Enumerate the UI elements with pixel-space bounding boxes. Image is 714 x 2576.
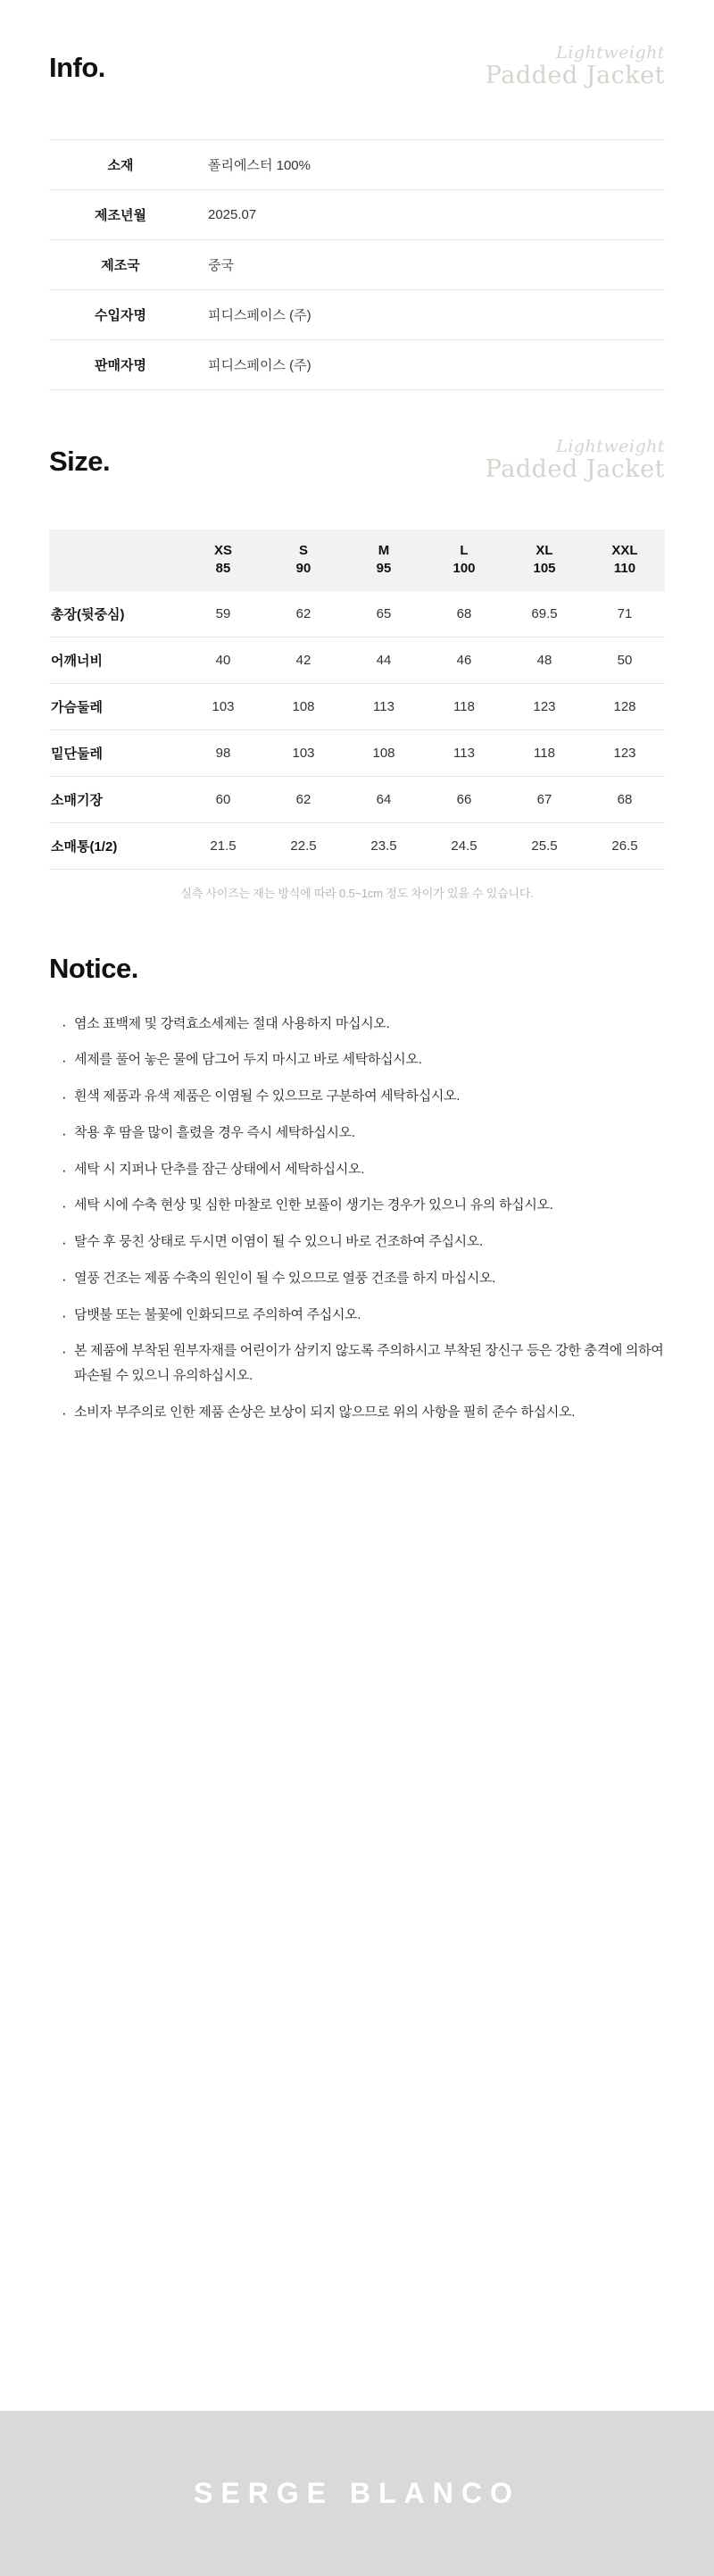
info-label: 수입자명 (95, 308, 146, 323)
notice-section (49, 953, 665, 1425)
info-title: Info. (49, 52, 105, 83)
info-watermark-line1: Lightweight (556, 43, 665, 63)
info-watermark-line2: Padded Jacket (485, 62, 665, 89)
size-table-wrapper (49, 529, 665, 901)
list-item: · 착용 후 땀을 많이 흘렸을 경우 즉시 세탁하십시오. (62, 1121, 665, 1146)
list-item: · 탈수 후 뭉친 상태로 두시면 이염이 될 수 있으니 바로 건조하여 주십시오. (62, 1230, 665, 1255)
table-row (49, 776, 665, 822)
size-watermark-line1: Lightweight (556, 437, 665, 456)
brand-logo: SERGE BLANCO (194, 2477, 520, 2509)
info-value: 피디스페이스 (주) (208, 308, 311, 323)
size-row-label: 밑단둘레 (51, 746, 103, 762)
size-cell: 21.5 (210, 838, 237, 854)
size-cell: 98 (215, 745, 231, 761)
info-label: 제조국 (101, 258, 140, 273)
list-item: · 세탁 시 지퍼나 단추를 잠근 상태에서 세탁하십시오. (62, 1157, 665, 1182)
size-number: 95 (376, 561, 392, 577)
size-name: XXL (611, 543, 638, 558)
table-row (49, 822, 665, 869)
table-row (49, 637, 665, 683)
size-table-header-row (49, 529, 665, 591)
size-cell: 128 (613, 698, 636, 714)
size-cell: 44 (376, 652, 392, 668)
list-item: · 담뱃불 또는 불꽃에 인화되므로 주의하여 주십시오. (62, 1303, 665, 1328)
size-cell: 64 (376, 791, 392, 807)
size-cell: 62 (295, 605, 311, 621)
list-item: · 세제를 풀어 놓은 물에 담그어 두지 마시고 바로 세탁하십시오. (62, 1047, 665, 1072)
size-cell: 59 (215, 605, 231, 621)
size-measurement-note: 실측 사이즈는 재는 방식에 따라 0.5~1cm 정도 차이가 있을 수 있습니다. (180, 886, 534, 900)
size-title: Size. (49, 446, 111, 477)
size-watermark (486, 438, 665, 481)
size-cell: 103 (212, 698, 235, 714)
info-value: 중국 (208, 258, 234, 273)
size-cell: 113 (453, 745, 475, 761)
table-row (49, 190, 665, 240)
size-cell: 60 (215, 791, 231, 807)
size-name: M (378, 543, 390, 558)
table-row (49, 240, 665, 290)
size-cell: 62 (295, 791, 311, 807)
size-column-header (183, 529, 263, 591)
size-cell: 113 (373, 698, 394, 714)
size-name: L (460, 543, 469, 558)
size-cell: 46 (456, 652, 472, 668)
size-cell: 24.5 (451, 838, 477, 854)
size-column-header (263, 529, 344, 591)
size-number: 110 (613, 561, 636, 577)
list-item: · 소비자 부주의로 인한 제품 손상은 보상이 되지 않으므로 위의 사항을 필히 준수 하십시오. (62, 1400, 665, 1425)
list-item: · 열풍 건조는 제품 수축의 원인이 될 수 있으므로 열풍 건조를 하지 마십시오. (62, 1266, 665, 1291)
info-value: 피디스페이스 (주) (208, 358, 311, 373)
size-watermark-line2: Padded Jacket (485, 455, 665, 483)
size-number: 85 (215, 561, 231, 577)
size-name: XS (213, 543, 232, 558)
size-column-header (504, 529, 585, 591)
info-value: 폴리에스터 100% (208, 158, 311, 173)
footer-bar (0, 2411, 714, 2576)
notice-list (49, 1012, 665, 1425)
table-row (49, 340, 665, 390)
table-row (49, 683, 665, 729)
size-row-label: 총장(뒷중심) (51, 606, 125, 622)
size-cell: 103 (292, 745, 315, 761)
size-cell: 108 (292, 698, 315, 714)
list-item: · 염소 표백제 및 강력효소세제는 절대 사용하지 마십시오. (62, 1012, 665, 1037)
size-cell: 22.5 (290, 838, 317, 854)
size-cell: 65 (376, 605, 392, 621)
list-item: · 흰색 제품과 유색 제품은 이염될 수 있으므로 구분하여 세탁하십시오. (62, 1084, 665, 1109)
size-cell: 67 (536, 791, 552, 807)
size-cell: 123 (533, 698, 556, 714)
size-cell: 118 (453, 698, 475, 714)
info-label: 소재 (107, 158, 134, 173)
size-header-blank (49, 529, 183, 591)
size-name: XL (536, 543, 553, 558)
size-name: S (298, 543, 308, 558)
size-row-label: 가슴둘레 (51, 699, 103, 715)
size-cell: 69.5 (531, 605, 558, 621)
list-item: · 세탁 시에 수축 현상 및 심한 마찰로 인한 보풀이 생기는 경우가 있으니 유의 하십시오. (62, 1193, 665, 1218)
size-cell: 48 (536, 652, 552, 668)
size-number: 100 (452, 561, 476, 577)
size-cell: 42 (295, 652, 311, 668)
size-cell: 68 (456, 605, 472, 621)
size-cell: 50 (617, 652, 633, 668)
size-row-label: 어깨너비 (51, 653, 103, 669)
info-table (49, 139, 665, 390)
size-row-label: 소매기장 (51, 792, 103, 808)
size-cell: 123 (613, 745, 636, 761)
size-cell: 25.5 (531, 838, 558, 854)
size-column-header (585, 529, 665, 591)
size-cell: 26.5 (611, 838, 638, 854)
info-section-header (49, 43, 665, 114)
notice-title: Notice. (49, 952, 138, 984)
size-column-header (344, 529, 424, 591)
table-row (49, 140, 665, 190)
info-label: 판매자명 (95, 358, 146, 373)
info-table-wrapper (49, 139, 665, 390)
size-row-label: 소매통(1/2) (51, 838, 118, 854)
info-value: 2025.07 (208, 207, 257, 222)
info-label: 제조년월 (95, 208, 146, 223)
size-number: 105 (533, 561, 556, 577)
size-cell: 118 (534, 745, 555, 761)
size-cell: 23.5 (370, 838, 397, 854)
table-row (49, 290, 665, 340)
table-row (49, 591, 665, 638)
size-cell: 108 (372, 745, 395, 761)
table-row (49, 729, 665, 776)
size-column-header (424, 529, 504, 591)
list-item: · 본 제품에 부착된 원부자재를 어린이가 삼키지 않도록 주의하시고 부착된 장신구 등은 강한 충격에 의하여 파손될 수 있으니 유의하십시오. (62, 1338, 665, 1388)
size-cell: 40 (215, 652, 231, 668)
info-watermark (486, 45, 665, 88)
size-table (49, 529, 665, 870)
size-section-header (49, 437, 665, 508)
size-cell: 66 (456, 791, 472, 807)
size-cell: 71 (617, 605, 633, 621)
size-cell: 68 (617, 791, 633, 807)
size-number: 90 (295, 561, 311, 577)
